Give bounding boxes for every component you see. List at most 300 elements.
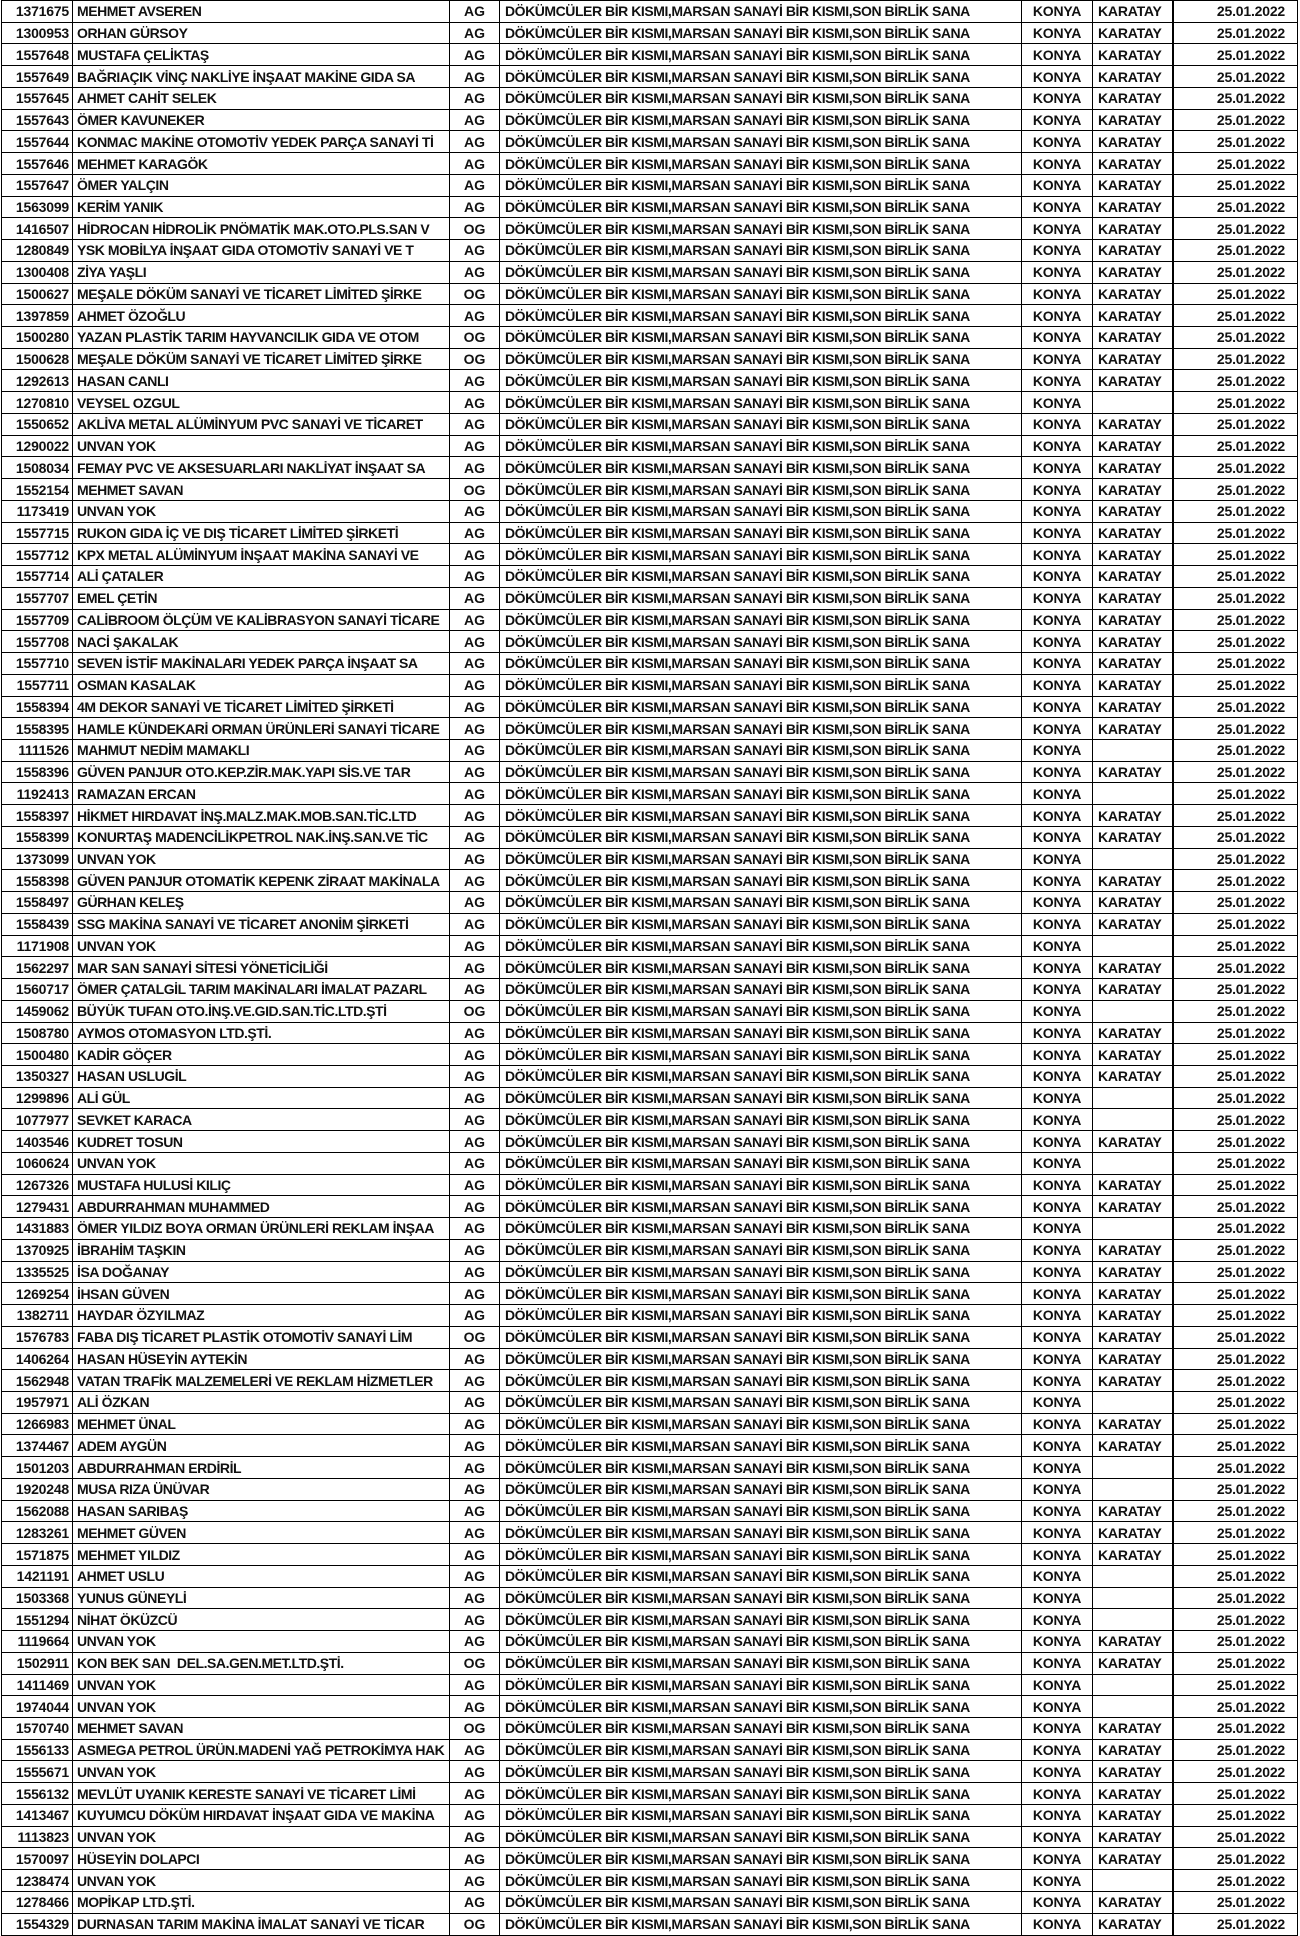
table-row bbox=[2, 1522, 1298, 1544]
cell-type: AG bbox=[450, 66, 500, 88]
cell-record-id: 1552154 bbox=[2, 479, 73, 501]
table-row bbox=[2, 1261, 1298, 1283]
cell-type: AG bbox=[450, 1457, 500, 1479]
cell-type: AG bbox=[450, 1826, 500, 1848]
cell-date: 25.01.2022 bbox=[1173, 1826, 1298, 1848]
table-row bbox=[2, 66, 1298, 88]
cell-district bbox=[1093, 1478, 1173, 1500]
table-row bbox=[2, 109, 1298, 131]
table-row bbox=[2, 609, 1298, 631]
cell-name: ÖMER YALÇIN bbox=[73, 174, 450, 196]
cell-name: KONURTAŞ MADENCİLİKPETROL NAK.İNŞ.SAN.VE TİC bbox=[73, 826, 450, 848]
table-row bbox=[2, 22, 1298, 44]
cell-city: KONYA bbox=[1022, 522, 1093, 544]
cell-date: 25.01.2022 bbox=[1173, 457, 1298, 479]
cell-record-id: 1508034 bbox=[2, 457, 73, 479]
cell-district: KARATAY bbox=[1093, 1631, 1173, 1653]
cell-date: 25.01.2022 bbox=[1173, 1718, 1298, 1740]
cell-district bbox=[1093, 392, 1173, 414]
cell-date: 25.01.2022 bbox=[1173, 1804, 1298, 1826]
cell-description: DÖKÜMCÜLER BİR KISMI,MARSAN SANAYİ BİR KISMI,SON BİRLİK SANA bbox=[500, 261, 1022, 283]
cell-date: 25.01.2022 bbox=[1173, 1261, 1298, 1283]
cell-district: KARATAY bbox=[1093, 1739, 1173, 1761]
cell-name: MOPİKAP LTD.ŞTİ. bbox=[73, 1891, 450, 1913]
cell-record-id: 1558395 bbox=[2, 718, 73, 740]
cell-description: DÖKÜMCÜLER BİR KISMI,MARSAN SANAYİ BİR KISMI,SON BİRLİK SANA bbox=[500, 1261, 1022, 1283]
table-row bbox=[2, 479, 1298, 501]
table-row bbox=[2, 1565, 1298, 1587]
cell-type: AG bbox=[450, 1239, 500, 1261]
cell-type: AG bbox=[450, 1522, 500, 1544]
cell-description: DÖKÜMCÜLER BİR KISMI,MARSAN SANAYİ BİR KISMI,SON BİRLİK SANA bbox=[500, 696, 1022, 718]
cell-type: AG bbox=[450, 261, 500, 283]
cell-type: AG bbox=[450, 1196, 500, 1218]
cell-record-id: 1270810 bbox=[2, 392, 73, 414]
cell-description: DÖKÜMCÜLER BİR KISMI,MARSAN SANAYİ BİR KISMI,SON BİRLİK SANA bbox=[500, 1631, 1022, 1653]
cell-city: KONYA bbox=[1022, 327, 1093, 349]
cell-type: AG bbox=[450, 913, 500, 935]
cell-description: DÖKÜMCÜLER BİR KISMI,MARSAN SANAYİ BİR KISMI,SON BİRLİK SANA bbox=[500, 131, 1022, 153]
cell-description: DÖKÜMCÜLER BİR KISMI,MARSAN SANAYİ BİR KISMI,SON BİRLİK SANA bbox=[500, 1696, 1022, 1718]
table-row bbox=[2, 283, 1298, 305]
cell-city: KONYA bbox=[1022, 1587, 1093, 1609]
cell-city: KONYA bbox=[1022, 1826, 1093, 1848]
cell-type: AG bbox=[450, 935, 500, 957]
cell-city: KONYA bbox=[1022, 174, 1093, 196]
cell-record-id: 1283261 bbox=[2, 1522, 73, 1544]
table-row bbox=[2, 1022, 1298, 1044]
table-row bbox=[2, 1413, 1298, 1435]
cell-date: 25.01.2022 bbox=[1173, 739, 1298, 761]
cell-name: MEHMET KARAGÖK bbox=[73, 153, 450, 175]
cell-city: KONYA bbox=[1022, 1696, 1093, 1718]
cell-district: KARATAY bbox=[1093, 674, 1173, 696]
cell-name: BÜYÜK TUFAN OTO.İNŞ.VE.GID.SAN.TİC.LTD.ŞTİ bbox=[73, 1000, 450, 1022]
cell-type: AG bbox=[450, 1696, 500, 1718]
cell-description: DÖKÜMCÜLER BİR KISMI,MARSAN SANAYİ BİR KISMI,SON BİRLİK SANA bbox=[500, 1022, 1022, 1044]
cell-city: KONYA bbox=[1022, 109, 1093, 131]
cell-district: KARATAY bbox=[1093, 1065, 1173, 1087]
cell-date: 25.01.2022 bbox=[1173, 566, 1298, 588]
cell-date: 25.01.2022 bbox=[1173, 892, 1298, 914]
cell-district: KARATAY bbox=[1093, 1783, 1173, 1805]
table-row bbox=[2, 761, 1298, 783]
cell-description: DÖKÜMCÜLER BİR KISMI,MARSAN SANAYİ BİR KISMI,SON BİRLİK SANA bbox=[500, 609, 1022, 631]
cell-description: DÖKÜMCÜLER BİR KISMI,MARSAN SANAYİ BİR KISMI,SON BİRLİK SANA bbox=[500, 413, 1022, 435]
table-row bbox=[2, 1457, 1298, 1479]
cell-city: KONYA bbox=[1022, 1065, 1093, 1087]
table-row bbox=[2, 1109, 1298, 1131]
cell-type: AG bbox=[450, 1848, 500, 1870]
cell-type: AG bbox=[450, 153, 500, 175]
cell-name: NACİ ŞAKALAK bbox=[73, 631, 450, 653]
table-row bbox=[2, 1500, 1298, 1522]
cell-district: KARATAY bbox=[1093, 826, 1173, 848]
table-row bbox=[2, 783, 1298, 805]
table-row bbox=[2, 566, 1298, 588]
table-row bbox=[2, 1435, 1298, 1457]
cell-date: 25.01.2022 bbox=[1173, 696, 1298, 718]
cell-city: KONYA bbox=[1022, 240, 1093, 262]
table-row bbox=[2, 1326, 1298, 1348]
cell-date: 25.01.2022 bbox=[1173, 935, 1298, 957]
cell-record-id: 1500628 bbox=[2, 348, 73, 370]
cell-district: KARATAY bbox=[1093, 1652, 1173, 1674]
cell-record-id: 1560717 bbox=[2, 979, 73, 1001]
cell-record-id: 1558397 bbox=[2, 805, 73, 827]
cell-name: MEHMET SAVAN bbox=[73, 479, 450, 501]
cell-date: 25.01.2022 bbox=[1173, 370, 1298, 392]
cell-district: KARATAY bbox=[1093, 131, 1173, 153]
cell-record-id: 1416507 bbox=[2, 218, 73, 240]
cell-name: RAMAZAN ERCAN bbox=[73, 783, 450, 805]
cell-type: AG bbox=[450, 805, 500, 827]
cell-date: 25.01.2022 bbox=[1173, 327, 1298, 349]
cell-description: DÖKÜMCÜLER BİR KISMI,MARSAN SANAYİ BİR KISMI,SON BİRLİK SANA bbox=[500, 1174, 1022, 1196]
cell-record-id: 1502911 bbox=[2, 1652, 73, 1674]
table-row bbox=[2, 435, 1298, 457]
cell-name: UNVAN YOK bbox=[73, 500, 450, 522]
table-row bbox=[2, 805, 1298, 827]
table-row bbox=[2, 131, 1298, 153]
cell-name: SEVKET KARACA bbox=[73, 1109, 450, 1131]
cell-name: MEHMET SAVAN bbox=[73, 1718, 450, 1740]
cell-record-id: 1292613 bbox=[2, 370, 73, 392]
cell-district bbox=[1093, 783, 1173, 805]
cell-description: DÖKÜMCÜLER BİR KISMI,MARSAN SANAYİ BİR KISMI,SON BİRLİK SANA bbox=[500, 522, 1022, 544]
cell-record-id: 1300953 bbox=[2, 22, 73, 44]
cell-name: ALİ GÜL bbox=[73, 1087, 450, 1109]
cell-type: AG bbox=[450, 87, 500, 109]
cell-date: 25.01.2022 bbox=[1173, 1674, 1298, 1696]
cell-type: AG bbox=[450, 1739, 500, 1761]
cell-district: KARATAY bbox=[1093, 1718, 1173, 1740]
cell-type: AG bbox=[450, 1174, 500, 1196]
cell-district: KARATAY bbox=[1093, 805, 1173, 827]
cell-district: KARATAY bbox=[1093, 500, 1173, 522]
cell-record-id: 1558497 bbox=[2, 892, 73, 914]
cell-district bbox=[1093, 1674, 1173, 1696]
table-row bbox=[2, 979, 1298, 1001]
cell-record-id: 1371675 bbox=[2, 1, 73, 23]
cell-city: KONYA bbox=[1022, 1000, 1093, 1022]
cell-district bbox=[1093, 1087, 1173, 1109]
cell-city: KONYA bbox=[1022, 1609, 1093, 1631]
cell-name: GÜRHAN KELEŞ bbox=[73, 892, 450, 914]
cell-record-id: 1238474 bbox=[2, 1870, 73, 1892]
cell-description: DÖKÜMCÜLER BİR KISMI,MARSAN SANAYİ BİR KISMI,SON BİRLİK SANA bbox=[500, 1283, 1022, 1305]
cell-description: DÖKÜMCÜLER BİR KISMI,MARSAN SANAYİ BİR KISMI,SON BİRLİK SANA bbox=[500, 1370, 1022, 1392]
cell-district: KARATAY bbox=[1093, 1544, 1173, 1566]
cell-name: MEŞALE DÖKÜM SANAYİ VE TİCARET LİMİTED ŞİRKE bbox=[73, 348, 450, 370]
cell-date: 25.01.2022 bbox=[1173, 261, 1298, 283]
cell-type: AG bbox=[450, 1044, 500, 1066]
cell-record-id: 1267326 bbox=[2, 1174, 73, 1196]
cell-date: 25.01.2022 bbox=[1173, 22, 1298, 44]
cell-record-id: 1920248 bbox=[2, 1478, 73, 1500]
cell-description: DÖKÜMCÜLER BİR KISMI,MARSAN SANAYİ BİR KISMI,SON BİRLİK SANA bbox=[500, 109, 1022, 131]
cell-district bbox=[1093, 739, 1173, 761]
table-row bbox=[2, 1544, 1298, 1566]
cell-district bbox=[1093, 1457, 1173, 1479]
cell-date: 25.01.2022 bbox=[1173, 1087, 1298, 1109]
table-row bbox=[2, 1087, 1298, 1109]
cell-type: AG bbox=[450, 1565, 500, 1587]
cell-district: KARATAY bbox=[1093, 609, 1173, 631]
cell-record-id: 1557712 bbox=[2, 544, 73, 566]
cell-name: MEŞALE DÖKÜM SANAYİ VE TİCARET LİMİTED ŞİRKE bbox=[73, 283, 450, 305]
cell-name: UNVAN YOK bbox=[73, 1826, 450, 1848]
cell-record-id: 1557643 bbox=[2, 109, 73, 131]
cell-date: 25.01.2022 bbox=[1173, 1370, 1298, 1392]
cell-district: KARATAY bbox=[1093, 1913, 1173, 1935]
cell-city: KONYA bbox=[1022, 435, 1093, 457]
cell-date: 25.01.2022 bbox=[1173, 1870, 1298, 1892]
table-row bbox=[2, 1283, 1298, 1305]
cell-record-id: 1500480 bbox=[2, 1044, 73, 1066]
cell-record-id: 1373099 bbox=[2, 848, 73, 870]
cell-record-id: 1403546 bbox=[2, 1131, 73, 1153]
cell-district bbox=[1093, 1152, 1173, 1174]
cell-description: DÖKÜMCÜLER BİR KISMI,MARSAN SANAYİ BİR KISMI,SON BİRLİK SANA bbox=[500, 1109, 1022, 1131]
cell-description: DÖKÜMCÜLER BİR KISMI,MARSAN SANAYİ BİR KISMI,SON BİRLİK SANA bbox=[500, 1544, 1022, 1566]
cell-type: AG bbox=[450, 1478, 500, 1500]
cell-date: 25.01.2022 bbox=[1173, 1044, 1298, 1066]
cell-description: DÖKÜMCÜLER BİR KISMI,MARSAN SANAYİ BİR KISMI,SON BİRLİK SANA bbox=[500, 218, 1022, 240]
cell-record-id: 1550652 bbox=[2, 413, 73, 435]
cell-type: AG bbox=[450, 1544, 500, 1566]
cell-name: OSMAN KASALAK bbox=[73, 674, 450, 696]
cell-city: KONYA bbox=[1022, 1804, 1093, 1826]
cell-city: KONYA bbox=[1022, 131, 1093, 153]
cell-city: KONYA bbox=[1022, 544, 1093, 566]
cell-type: AG bbox=[450, 674, 500, 696]
cell-name: ABDURRAHMAN ERDİRİL bbox=[73, 1457, 450, 1479]
cell-district: KARATAY bbox=[1093, 1413, 1173, 1435]
cell-description: DÖKÜMCÜLER BİR KISMI,MARSAN SANAYİ BİR KISMI,SON BİRLİK SANA bbox=[500, 1413, 1022, 1435]
cell-district: KARATAY bbox=[1093, 1891, 1173, 1913]
cell-city: KONYA bbox=[1022, 1761, 1093, 1783]
cell-date: 25.01.2022 bbox=[1173, 1131, 1298, 1153]
cell-name: AHMET ÖZOĞLU bbox=[73, 305, 450, 327]
cell-city: KONYA bbox=[1022, 1174, 1093, 1196]
cell-record-id: 1503368 bbox=[2, 1587, 73, 1609]
cell-type: AG bbox=[450, 1500, 500, 1522]
cell-date: 25.01.2022 bbox=[1173, 500, 1298, 522]
cell-district: KARATAY bbox=[1093, 109, 1173, 131]
cell-record-id: 1413467 bbox=[2, 1804, 73, 1826]
cell-name: MEHMET AVSEREN bbox=[73, 1, 450, 23]
cell-city: KONYA bbox=[1022, 653, 1093, 675]
cell-description: DÖKÜMCÜLER BİR KISMI,MARSAN SANAYİ BİR KISMI,SON BİRLİK SANA bbox=[500, 479, 1022, 501]
cell-record-id: 1558399 bbox=[2, 826, 73, 848]
cell-name: ALİ ÖZKAN bbox=[73, 1392, 450, 1414]
cell-description: DÖKÜMCÜLER BİR KISMI,MARSAN SANAYİ BİR KISMI,SON BİRLİK SANA bbox=[500, 935, 1022, 957]
cell-date: 25.01.2022 bbox=[1173, 522, 1298, 544]
cell-name: İHSAN GÜVEN bbox=[73, 1283, 450, 1305]
table-row bbox=[2, 1131, 1298, 1153]
cell-district: KARATAY bbox=[1093, 196, 1173, 218]
table-row bbox=[2, 1609, 1298, 1631]
cell-record-id: 1558398 bbox=[2, 870, 73, 892]
cell-city: KONYA bbox=[1022, 87, 1093, 109]
cell-record-id: 1557708 bbox=[2, 631, 73, 653]
cell-date: 25.01.2022 bbox=[1173, 979, 1298, 1001]
table-row bbox=[2, 522, 1298, 544]
cell-city: KONYA bbox=[1022, 935, 1093, 957]
cell-description: DÖKÜMCÜLER BİR KISMI,MARSAN SANAYİ BİR KISMI,SON BİRLİK SANA bbox=[500, 1457, 1022, 1479]
cell-record-id: 1555671 bbox=[2, 1761, 73, 1783]
cell-description: DÖKÜMCÜLER BİR KISMI,MARSAN SANAYİ BİR KISMI,SON BİRLİK SANA bbox=[500, 957, 1022, 979]
cell-date: 25.01.2022 bbox=[1173, 479, 1298, 501]
cell-record-id: 1563099 bbox=[2, 196, 73, 218]
cell-record-id: 1421191 bbox=[2, 1565, 73, 1587]
cell-name: ÖMER KAVUNEKER bbox=[73, 109, 450, 131]
cell-type: AG bbox=[450, 1348, 500, 1370]
cell-date: 25.01.2022 bbox=[1173, 718, 1298, 740]
cell-district: KARATAY bbox=[1093, 1239, 1173, 1261]
table-row bbox=[2, 587, 1298, 609]
cell-record-id: 1562948 bbox=[2, 1370, 73, 1392]
cell-district: KARATAY bbox=[1093, 892, 1173, 914]
cell-city: KONYA bbox=[1022, 457, 1093, 479]
cell-city: KONYA bbox=[1022, 1348, 1093, 1370]
cell-city: KONYA bbox=[1022, 1413, 1093, 1435]
cell-name: ADEM AYGÜN bbox=[73, 1435, 450, 1457]
cell-record-id: 1557709 bbox=[2, 609, 73, 631]
cell-record-id: 1570740 bbox=[2, 1718, 73, 1740]
cell-record-id: 1278466 bbox=[2, 1891, 73, 1913]
cell-name: SEVEN İSTİF MAKİNALARI YEDEK PARÇA İNŞAAT SA bbox=[73, 653, 450, 675]
cell-record-id: 1554329 bbox=[2, 1913, 73, 1935]
cell-type: AG bbox=[450, 870, 500, 892]
cell-type: AG bbox=[450, 1587, 500, 1609]
cell-district: KARATAY bbox=[1093, 1435, 1173, 1457]
table-row bbox=[2, 1044, 1298, 1066]
table-row bbox=[2, 826, 1298, 848]
cell-name: ABDURRAHMAN MUHAMMED bbox=[73, 1196, 450, 1218]
cell-name: DURNASAN TARIM MAKİNA İMALAT SANAYİ VE TİCAR bbox=[73, 1913, 450, 1935]
cell-record-id: 1119664 bbox=[2, 1631, 73, 1653]
cell-date: 25.01.2022 bbox=[1173, 957, 1298, 979]
cell-record-id: 1576783 bbox=[2, 1326, 73, 1348]
cell-record-id: 1556132 bbox=[2, 1783, 73, 1805]
cell-city: KONYA bbox=[1022, 1022, 1093, 1044]
cell-name: UNVAN YOK bbox=[73, 1761, 450, 1783]
cell-record-id: 1111526 bbox=[2, 739, 73, 761]
cell-name: ASMEGA PETROL ÜRÜN.MADENİ YAĞ PETROKİMYA HAK bbox=[73, 1739, 450, 1761]
cell-type: AG bbox=[450, 1305, 500, 1327]
cell-record-id: 1335525 bbox=[2, 1261, 73, 1283]
cell-type: AG bbox=[450, 1870, 500, 1892]
cell-name: KADİR GÖÇER bbox=[73, 1044, 450, 1066]
cell-type: OG bbox=[450, 283, 500, 305]
cell-type: AG bbox=[450, 1261, 500, 1283]
cell-date: 25.01.2022 bbox=[1173, 1174, 1298, 1196]
cell-city: KONYA bbox=[1022, 500, 1093, 522]
cell-type: AG bbox=[450, 1022, 500, 1044]
cell-date: 25.01.2022 bbox=[1173, 1565, 1298, 1587]
table-row bbox=[2, 261, 1298, 283]
cell-type: OG bbox=[450, 1913, 500, 1935]
cell-description: DÖKÜMCÜLER BİR KISMI,MARSAN SANAYİ BİR KISMI,SON BİRLİK SANA bbox=[500, 979, 1022, 1001]
table-row bbox=[2, 392, 1298, 414]
cell-name: HAYDAR ÖZYILMAZ bbox=[73, 1305, 450, 1327]
cell-city: KONYA bbox=[1022, 1261, 1093, 1283]
cell-record-id: 1077977 bbox=[2, 1109, 73, 1131]
cell-city: KONYA bbox=[1022, 1500, 1093, 1522]
cell-name: HASAN USLUGİL bbox=[73, 1065, 450, 1087]
cell-name: GÜVEN PANJUR OTO.KEP.ZİR.MAK.YAPI SİS.VE TAR bbox=[73, 761, 450, 783]
table-row bbox=[2, 44, 1298, 66]
cell-type: AG bbox=[450, 500, 500, 522]
cell-description: DÖKÜMCÜLER BİR KISMI,MARSAN SANAYİ BİR KISMI,SON BİRLİK SANA bbox=[500, 1587, 1022, 1609]
cell-date: 25.01.2022 bbox=[1173, 1544, 1298, 1566]
table-row bbox=[2, 87, 1298, 109]
cell-name: İBRAHİM TAŞKIN bbox=[73, 1239, 450, 1261]
table-row bbox=[2, 653, 1298, 675]
cell-description: DÖKÜMCÜLER BİR KISMI,MARSAN SANAYİ BİR KISMI,SON BİRLİK SANA bbox=[500, 240, 1022, 262]
table-row bbox=[2, 892, 1298, 914]
cell-name: MAR SAN SANAYİ SİTESİ YÖNETİCİLİĞİ bbox=[73, 957, 450, 979]
cell-district: KARATAY bbox=[1093, 174, 1173, 196]
cell-city: KONYA bbox=[1022, 826, 1093, 848]
cell-city: KONYA bbox=[1022, 413, 1093, 435]
cell-type: AG bbox=[450, 1674, 500, 1696]
cell-name: VEYSEL OZGUL bbox=[73, 392, 450, 414]
table-row bbox=[2, 1913, 1298, 1935]
cell-description: DÖKÜMCÜLER BİR KISMI,MARSAN SANAYİ BİR KISMI,SON BİRLİK SANA bbox=[500, 1305, 1022, 1327]
cell-description: DÖKÜMCÜLER BİR KISMI,MARSAN SANAYİ BİR KISMI,SON BİRLİK SANA bbox=[500, 674, 1022, 696]
cell-type: OG bbox=[450, 1000, 500, 1022]
cell-district bbox=[1093, 1218, 1173, 1240]
cell-record-id: 1280849 bbox=[2, 240, 73, 262]
cell-description: DÖKÜMCÜLER BİR KISMI,MARSAN SANAYİ BİR KISMI,SON BİRLİK SANA bbox=[500, 1913, 1022, 1935]
cell-city: KONYA bbox=[1022, 44, 1093, 66]
cell-record-id: 1557645 bbox=[2, 87, 73, 109]
cell-date: 25.01.2022 bbox=[1173, 1761, 1298, 1783]
cell-district: KARATAY bbox=[1093, 870, 1173, 892]
cell-name: YSK MOBİLYA İNŞAAT GIDA OTOMOTİV SANAYİ VE T bbox=[73, 240, 450, 262]
cell-description: DÖKÜMCÜLER BİR KISMI,MARSAN SANAYİ BİR KISMI,SON BİRLİK SANA bbox=[500, 87, 1022, 109]
cell-city: KONYA bbox=[1022, 1544, 1093, 1566]
cell-record-id: 1266983 bbox=[2, 1413, 73, 1435]
cell-name: UNVAN YOK bbox=[73, 935, 450, 957]
cell-record-id: 1558439 bbox=[2, 913, 73, 935]
cell-date: 25.01.2022 bbox=[1173, 587, 1298, 609]
cell-city: KONYA bbox=[1022, 1239, 1093, 1261]
cell-city: KONYA bbox=[1022, 1652, 1093, 1674]
cell-type: AG bbox=[450, 435, 500, 457]
cell-date: 25.01.2022 bbox=[1173, 913, 1298, 935]
cell-description: DÖKÜMCÜLER BİR KISMI,MARSAN SANAYİ BİR KISMI,SON BİRLİK SANA bbox=[500, 370, 1022, 392]
cell-date: 25.01.2022 bbox=[1173, 1239, 1298, 1261]
table-row bbox=[2, 196, 1298, 218]
cell-district: KARATAY bbox=[1093, 696, 1173, 718]
table-row bbox=[2, 1174, 1298, 1196]
cell-date: 25.01.2022 bbox=[1173, 1848, 1298, 1870]
cell-type: AG bbox=[450, 1413, 500, 1435]
table-row bbox=[2, 1739, 1298, 1761]
cell-date: 25.01.2022 bbox=[1173, 1326, 1298, 1348]
cell-city: KONYA bbox=[1022, 1326, 1093, 1348]
cell-type: AG bbox=[450, 1392, 500, 1414]
table-row bbox=[2, 631, 1298, 653]
cell-date: 25.01.2022 bbox=[1173, 1478, 1298, 1500]
cell-description: DÖKÜMCÜLER BİR KISMI,MARSAN SANAYİ BİR KISMI,SON BİRLİK SANA bbox=[500, 1, 1022, 23]
table-row bbox=[2, 413, 1298, 435]
cell-city: KONYA bbox=[1022, 348, 1093, 370]
